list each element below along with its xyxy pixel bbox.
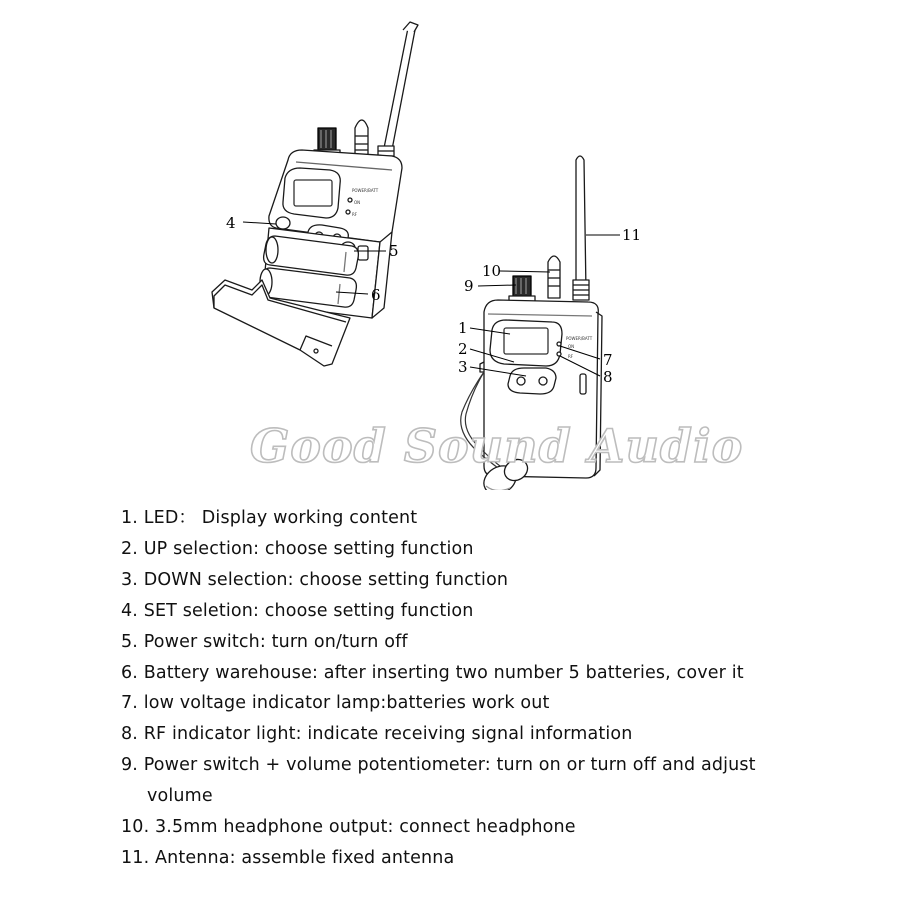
- legend-item-5: 5. Power switch: turn on/turn off: [121, 631, 408, 652]
- callout-7: 7: [603, 351, 613, 369]
- callout-5: 5: [389, 242, 399, 260]
- right-volume-knob: [509, 276, 535, 303]
- callout-10: 10: [482, 262, 502, 280]
- legend-item-4: 4. SET seletion: choose setting function: [121, 600, 474, 621]
- legend-item-8: 8. RF indicator light: indicate receiving signal information: [121, 724, 633, 745]
- svg-text:RF: RF: [352, 212, 358, 217]
- legend-item-7: 7. low voltage indicator lamp:batteries work out: [121, 693, 550, 714]
- legend-item-9: 9. Power switch + volume potentiometer: turn on or turn off and adjust: [121, 755, 756, 776]
- callout-4: 4: [226, 214, 236, 232]
- callout-9: 9: [464, 277, 474, 295]
- legend-item-3: 3. DOWN selection: choose setting function: [121, 569, 509, 590]
- legend-item-1: 1. LED： Display working content: [121, 508, 418, 528]
- callout-6: 6: [371, 286, 381, 304]
- svg-text:RF: RF: [568, 354, 574, 359]
- right-antenna: [573, 156, 589, 300]
- callout-1: 1: [458, 319, 468, 337]
- svg-text:POWER/BATT: POWER/BATT: [352, 188, 379, 193]
- legend-item-9-continued: volume: [147, 786, 213, 807]
- svg-text:ON: ON: [354, 200, 361, 205]
- callout-3: 3: [458, 358, 468, 376]
- right-headphone-jack: [548, 256, 560, 298]
- legend-item-6: 6. Battery warehouse: after inserting two number 5 batteries, cover it: [121, 662, 744, 683]
- left-device: [212, 22, 418, 366]
- callout-8: 8: [603, 368, 613, 386]
- callout-11: 11: [622, 226, 642, 244]
- left-headphone-jack: [355, 120, 368, 158]
- legend-item-11: 11. Antenna: assemble fixed antenna: [121, 847, 455, 868]
- legend-item-10: 10. 3.5mm headphone output: connect headphone: [121, 817, 576, 838]
- watermark-logo: Good Sound Audio: [250, 419, 744, 473]
- legend-list: [121, 503, 881, 874]
- left-antenna: [378, 22, 418, 164]
- svg-text:ON: ON: [568, 344, 575, 349]
- svg-text:POWER/BATT: POWER/BATT: [566, 336, 593, 341]
- legend-item-2: 2. UP selection: choose setting function: [121, 538, 474, 559]
- callout-2: 2: [458, 340, 468, 358]
